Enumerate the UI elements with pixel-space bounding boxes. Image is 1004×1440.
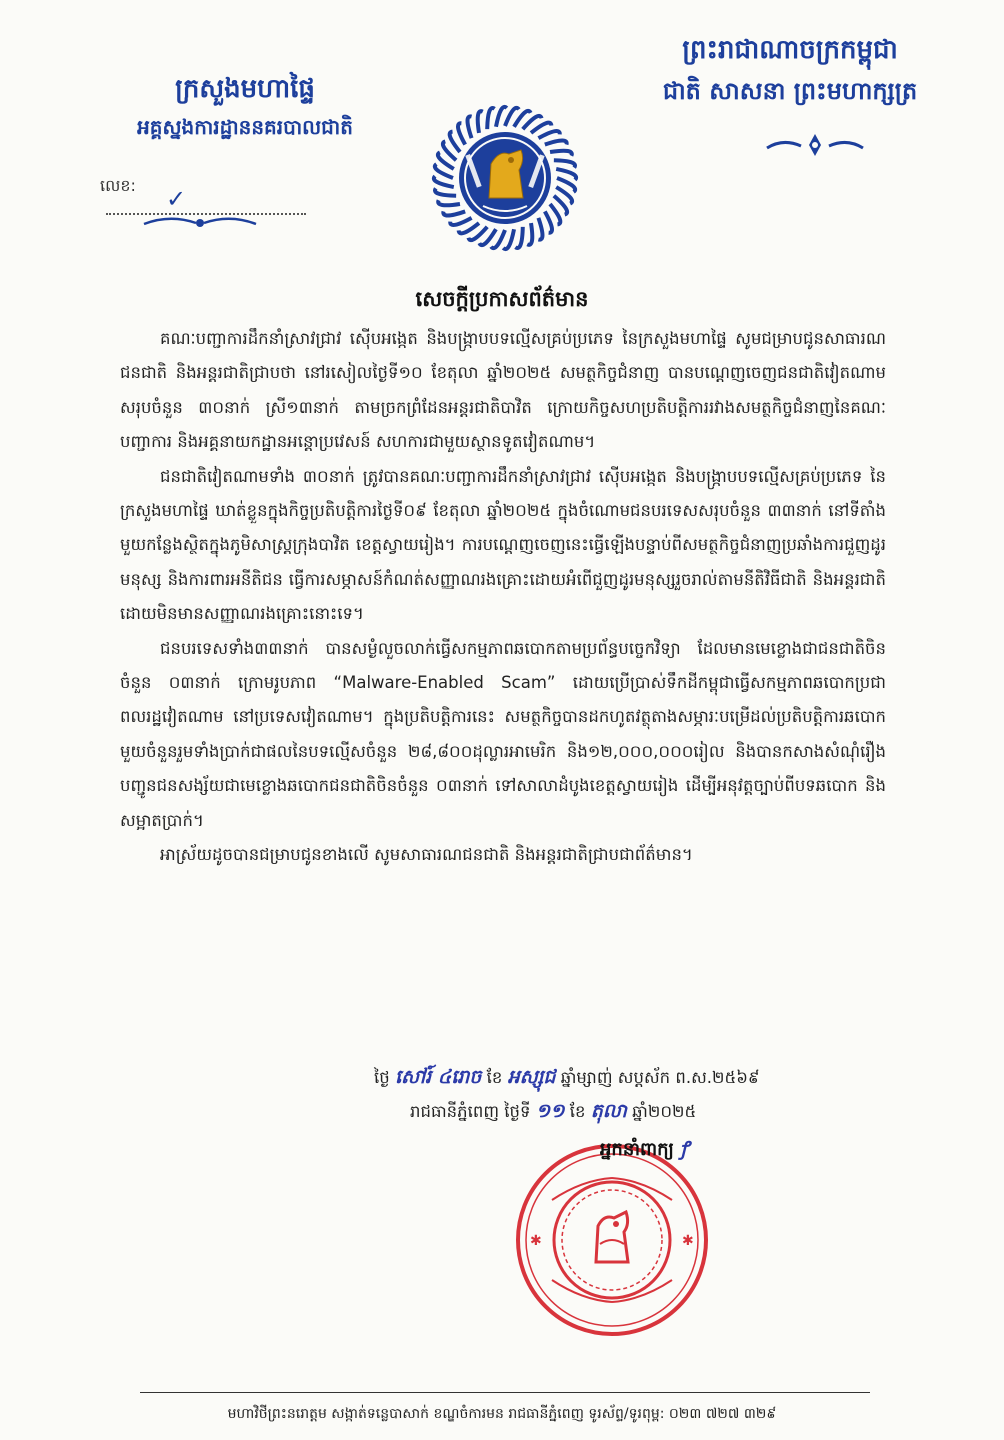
signature-icon: ꝭ xyxy=(679,1138,689,1160)
emblem-ray xyxy=(435,188,456,195)
kingdom-header xyxy=(620,32,960,108)
emblem-ray xyxy=(538,131,559,138)
emblem-ray xyxy=(515,227,522,248)
solar-month-handwritten: តុលា xyxy=(590,1100,627,1122)
right-ornament-icon xyxy=(765,130,865,160)
emblem-ray xyxy=(487,108,494,129)
solar-prefix: រាជធានីភ្នំពេញ ថ្ងៃទី xyxy=(410,1102,531,1121)
emblem-ray xyxy=(450,218,471,225)
footer-divider xyxy=(140,1392,870,1393)
department-name: អគ្គស្នងការដ្ឋាននគរបាលជាតិ xyxy=(137,115,353,139)
police-emblem-icon xyxy=(425,98,585,258)
document-body xyxy=(120,322,886,873)
lunar-prefix: ថ្ងៃ xyxy=(374,1068,390,1087)
reference-label: លេខ: xyxy=(100,176,136,195)
official-seal-icon xyxy=(512,1140,712,1340)
lunar-day-handwritten: សៅរ៍ ៤រោច xyxy=(394,1066,482,1088)
emblem-ray xyxy=(443,211,465,215)
paragraph-3: ជនបរទេសទាំង៣៣នាក់ បានសម្ងំលួចលាក់ធ្វើសកម្មភាពឆបោកតាមប្រព័ន្ធបច្ចេកវិទ្យា ដែលមានមេខ្លោងជាជនជាតិចិនចំនួន ០៣នាក់ ក្រោមរូបភាព “Malware-Enabled Scam” ដោយប្រើប្រាស់ទឹកដីកម្ពុជាធ្វើសកម្មភាពឆបោកប្រជាពលរដ្ឋវៀតណាម នៅប្រទេសវៀតណាម។ ក្នុងប្រតិបត្តិការនេះ សមត្ថកិច្ចបានដកហូតវត្ថុតាងសម្ភារៈបម្រើដល់ប្រតិបត្តិការឆបោកមួយចំនួនរួមទាំងប្រាក់ជាផលនៃបទល្មើសចំនួន ២៨,៨០០ដុល្លារអាមេរិក និង១២,០០០,០០០រៀល និងបានកសាងសំណុំរឿងបញ្ជូនជនសង្ស័យជាមេខ្លោងឆបោកជនជាតិចិនចំនួន ០៣នាក់ ទៅសាលាដំបូងខេត្តស្វាយរៀង ដើម្បីអនុវត្តច្បាប់ពីបទឆបោក និងសម្អាតប្រាក់។ xyxy=(120,638,886,830)
lunar-month-label: ខែ xyxy=(486,1068,503,1087)
check-mark-icon: ✓ xyxy=(166,185,187,213)
emblem-ray xyxy=(545,141,567,145)
solar-suffix: ឆ្នាំ២០២៥ xyxy=(632,1102,697,1121)
emblem-ray xyxy=(545,211,552,232)
emblem-ray xyxy=(468,116,472,138)
footer-address: មហាវិថីព្រះនរោត្តម សង្កាត់ទន្លេបាសាក់ ខណ្ឌចំការមន រាជធានីភ្នំពេញ ទូរស័ព្ទ/ទូរពុម្ព: ០២៣ ៧២៧ ៣២៩ xyxy=(227,1406,777,1422)
lunar-suffix: ឆ្នាំម្សាញ់ សប្តស័ក ព.ស.២៥៦៩ xyxy=(560,1068,760,1087)
emblem-ray xyxy=(438,200,460,205)
kingdom-name: ព្រះរាជាណាចក្រកម្ពុជា xyxy=(682,35,898,65)
spokesperson-label: អ្នកនាំពាក្យ ꝭ xyxy=(600,1138,689,1160)
document-title: សេចក្តីប្រកាសព័ត៌មាន xyxy=(415,287,589,311)
solar-day-handwritten: ១១ xyxy=(535,1100,565,1122)
svg-text:✱: ✱ xyxy=(530,1233,542,1249)
emblem-ray xyxy=(527,223,532,245)
paragraph-4: អាស្រ័យដូចបានជម្រាបជូនខាងលើ សូមសាធារណជនជាតិ និងអន្តរជាតិជ្រាបជាព័ត៌មាន។ xyxy=(160,845,693,865)
lunar-month-handwritten: អស្សុជ xyxy=(507,1066,556,1088)
national-motto: ជាតិ សាសនា ព្រះមហាក្សត្រ xyxy=(662,77,918,105)
paragraph-2: ជនជាតិវៀតណាមទាំង ៣០នាក់ ត្រូវបានគណៈបញ្ជាការដឹកនាំស្រាវជ្រាវ ស៊ើបអង្កេត និងបង្ក្រាបបទល្មើសគ្រប់ប្រភេទ នៃក្រសួងមហាផ្ទៃ ឃាត់ខ្លួនក្នុងកិច្ចប្រតិបត្តិការថ្ងៃទី០៩ ខែតុលា ឆ្នាំ២០២៥ ក្នុងចំណោមជនបរទេសសរុបចំនួន ៣៣នាក់ នៅទីតាំងមួយកន្លែងស្ថិតក្នុងភូមិសាស្រ្តក្រុងបាវិត ខេត្តស្វាយរៀង។ ការបណ្តេញចេញនេះធ្វើឡើងបន្ទាប់ពីសមត្ថកិច្ចជំនាញប្រឆាំងការជួញដូរមនុស្ស និងការពារអនីតិជន ធ្វើការសម្ភាសន៍កំណត់សញ្ញាណរងគ្រោះដោយអំពើជួញដូរមនុស្សរួចរាល់តាមនីតិវិធីជាតិ និងអន្តរជាតិ ដោយមិនមានសញ្ញាណរងគ្រោះនោះទេ។ xyxy=(120,466,886,624)
emblem-ray xyxy=(538,218,542,240)
ministry-header xyxy=(95,72,395,142)
emblem-ray xyxy=(478,111,483,133)
solar-date xyxy=(410,1099,696,1127)
emblem-ray xyxy=(458,123,465,144)
left-ornament-icon xyxy=(140,212,260,232)
paragraph-1: គណៈបញ្ជាការដឹកនាំស្រាវជ្រាវ ស៊ើបអង្កេត និងបង្ក្រាបបទល្មើសគ្រប់ប្រភេទ នៃក្រសួងមហាផ្ទៃ សូមជម្រាបជូនសាធារណជនជាតិ និងអន្តរជាតិជ្រាបថា នៅរសៀលថ្ងៃទី១០ ខែតុលា ឆ្នាំ២០២៥ សមត្ថកិច្ចជំនាញ បានបណ្តេញចេញជនជាតិវៀតណាមសរុបចំនួន ៣០នាក់ ស្រី១៣នាក់ តាមច្រកព្រំដែនអន្តរជាតិបាវិត ក្រោយកិច្ចសហប្រតិបត្តិការរវាងសមត្ថកិច្ចជំនាញនៃគណៈបញ្ជាការ និងអគ្គនាយកដ្ឋានអន្តោប្រវេសន៍ សហការជាមួយស្ថានទូតវៀតណាម។ xyxy=(120,329,886,452)
svg-text:✱: ✱ xyxy=(682,1233,694,1249)
ministry-name: ក្រសួងមហាផ្ទៃ xyxy=(175,74,315,104)
emblem-ray xyxy=(550,151,572,156)
lunar-date xyxy=(374,1065,760,1093)
emblem-ray xyxy=(554,160,575,167)
solar-month-label: ខែ xyxy=(569,1102,586,1121)
